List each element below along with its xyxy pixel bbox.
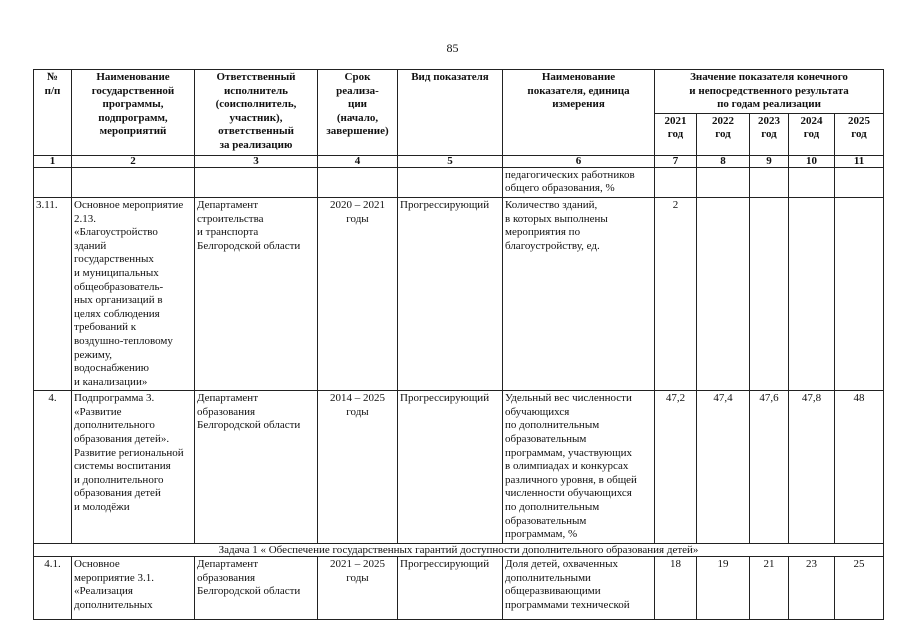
executor-cell: Департамент образования Белгородской области xyxy=(195,391,318,544)
value-2023-cell: 21 xyxy=(750,557,789,620)
task-row xyxy=(34,544,884,557)
header-year-2024: 2024 год xyxy=(789,113,835,155)
indicator-name-cell: педагогических работников общего образования, % xyxy=(503,167,655,197)
task-title: Задача 1 « Обеспечение государственных гарантий доступности дополнительного образования детей» xyxy=(34,544,884,557)
value-2025-cell xyxy=(835,197,884,390)
value-2023-cell: 47,6 xyxy=(750,391,789,544)
column-number: 1 xyxy=(34,155,72,167)
column-number: 4 xyxy=(318,155,398,167)
header-num: № п/п xyxy=(34,70,72,156)
value-2025-cell: 48 xyxy=(835,391,884,544)
value-2021-cell: 2 xyxy=(655,197,697,390)
executor-cell: Департамент строительства и транспорта Белгородской области xyxy=(195,197,318,390)
period-cell: 2020 – 2021 годы xyxy=(318,197,398,390)
period-cell: 2014 – 2025 годы xyxy=(318,391,398,544)
program-name-cell: Основное мероприятие 2.13. «Благоустройство зданий государственных и муниципальных общеобразователь- ных организаций в целях соблюдения требований к воздушно-тепловому режиму, водоснабжению и канализации» xyxy=(72,197,195,390)
header-executor: Ответственный исполнитель (соисполнитель, участник), ответственный за реализацию xyxy=(195,70,318,156)
column-number: 2 xyxy=(72,155,195,167)
column-number: 8 xyxy=(697,155,750,167)
row-num-cell: 3.11. xyxy=(34,197,72,390)
header-year-2022: 2022 год xyxy=(697,113,750,155)
indicator-name-cell: Удельный вес численности обучающихся по дополнительным образовательным программам, участвующих в олимпиадах и конкурсах различного уровня, в общей численности обучающихся по дополнительным образовательным программам, % xyxy=(503,391,655,544)
row-num-cell: 4.1. xyxy=(34,557,72,620)
header-year-2021: 2021 год xyxy=(655,113,697,155)
header-indicator-name: Наименование показателя, единица измерения xyxy=(503,70,655,156)
indicator-type-cell: Прогрессирующий xyxy=(398,197,503,390)
column-number: 11 xyxy=(835,155,884,167)
value-2022-cell xyxy=(697,197,750,390)
value-2024-cell: 23 xyxy=(789,557,835,620)
table-row xyxy=(34,391,884,544)
header-name: Наименование государственной программы, подпрограмм, мероприятий xyxy=(72,70,195,156)
header-year-2023: 2023 год xyxy=(750,113,789,155)
column-number: 6 xyxy=(503,155,655,167)
value-2021-cell: 18 xyxy=(655,557,697,620)
header-row xyxy=(34,70,884,114)
column-number-row xyxy=(34,155,884,167)
program-table xyxy=(33,69,884,620)
value-2024-cell xyxy=(789,197,835,390)
row-num-cell: 4. xyxy=(34,391,72,544)
value-2025-cell: 25 xyxy=(835,557,884,620)
program-name-cell: Подпрограмма 3. «Развитие дополнительного образования детей». Развитие региональной системы воспитания и дополнительного образования детей и молодёжи xyxy=(72,391,195,544)
column-number: 9 xyxy=(750,155,789,167)
value-2024-cell: 47,8 xyxy=(789,391,835,544)
program-name-cell: Основное мероприятие 3.1. «Реализация дополнительных xyxy=(72,557,195,620)
value-2022-cell: 47,4 xyxy=(697,391,750,544)
value-2021-cell: 47,2 xyxy=(655,391,697,544)
indicator-type-cell: Прогрессирующий xyxy=(398,391,503,544)
table-row xyxy=(34,167,884,197)
table-row xyxy=(34,197,884,390)
indicator-type-cell: Прогрессирующий xyxy=(398,557,503,620)
table-row xyxy=(34,557,884,620)
value-2023-cell xyxy=(750,197,789,390)
header-values: Значение показателя конечного и непосредственного результата по годам реализации xyxy=(655,70,884,114)
column-number: 10 xyxy=(789,155,835,167)
column-number: 7 xyxy=(655,155,697,167)
page-number: 85 xyxy=(446,41,459,55)
executor-cell: Департамент образования Белгородской области xyxy=(195,557,318,620)
value-2022-cell: 19 xyxy=(697,557,750,620)
header-indicator-type: Вид показателя xyxy=(398,70,503,156)
column-number: 5 xyxy=(398,155,503,167)
column-number: 3 xyxy=(195,155,318,167)
header-year-2025: 2025 год xyxy=(835,113,884,155)
period-cell: 2021 – 2025 годы xyxy=(318,557,398,620)
indicator-name-cell: Количество зданий, в которых выполнены мероприятия по благоустройству, ед. xyxy=(503,197,655,390)
header-period: Срок реализа- ции (начало, завершение) xyxy=(318,70,398,156)
indicator-name-cell: Доля детей, охваченных дополнительными общеразвивающими программами технической xyxy=(503,557,655,620)
